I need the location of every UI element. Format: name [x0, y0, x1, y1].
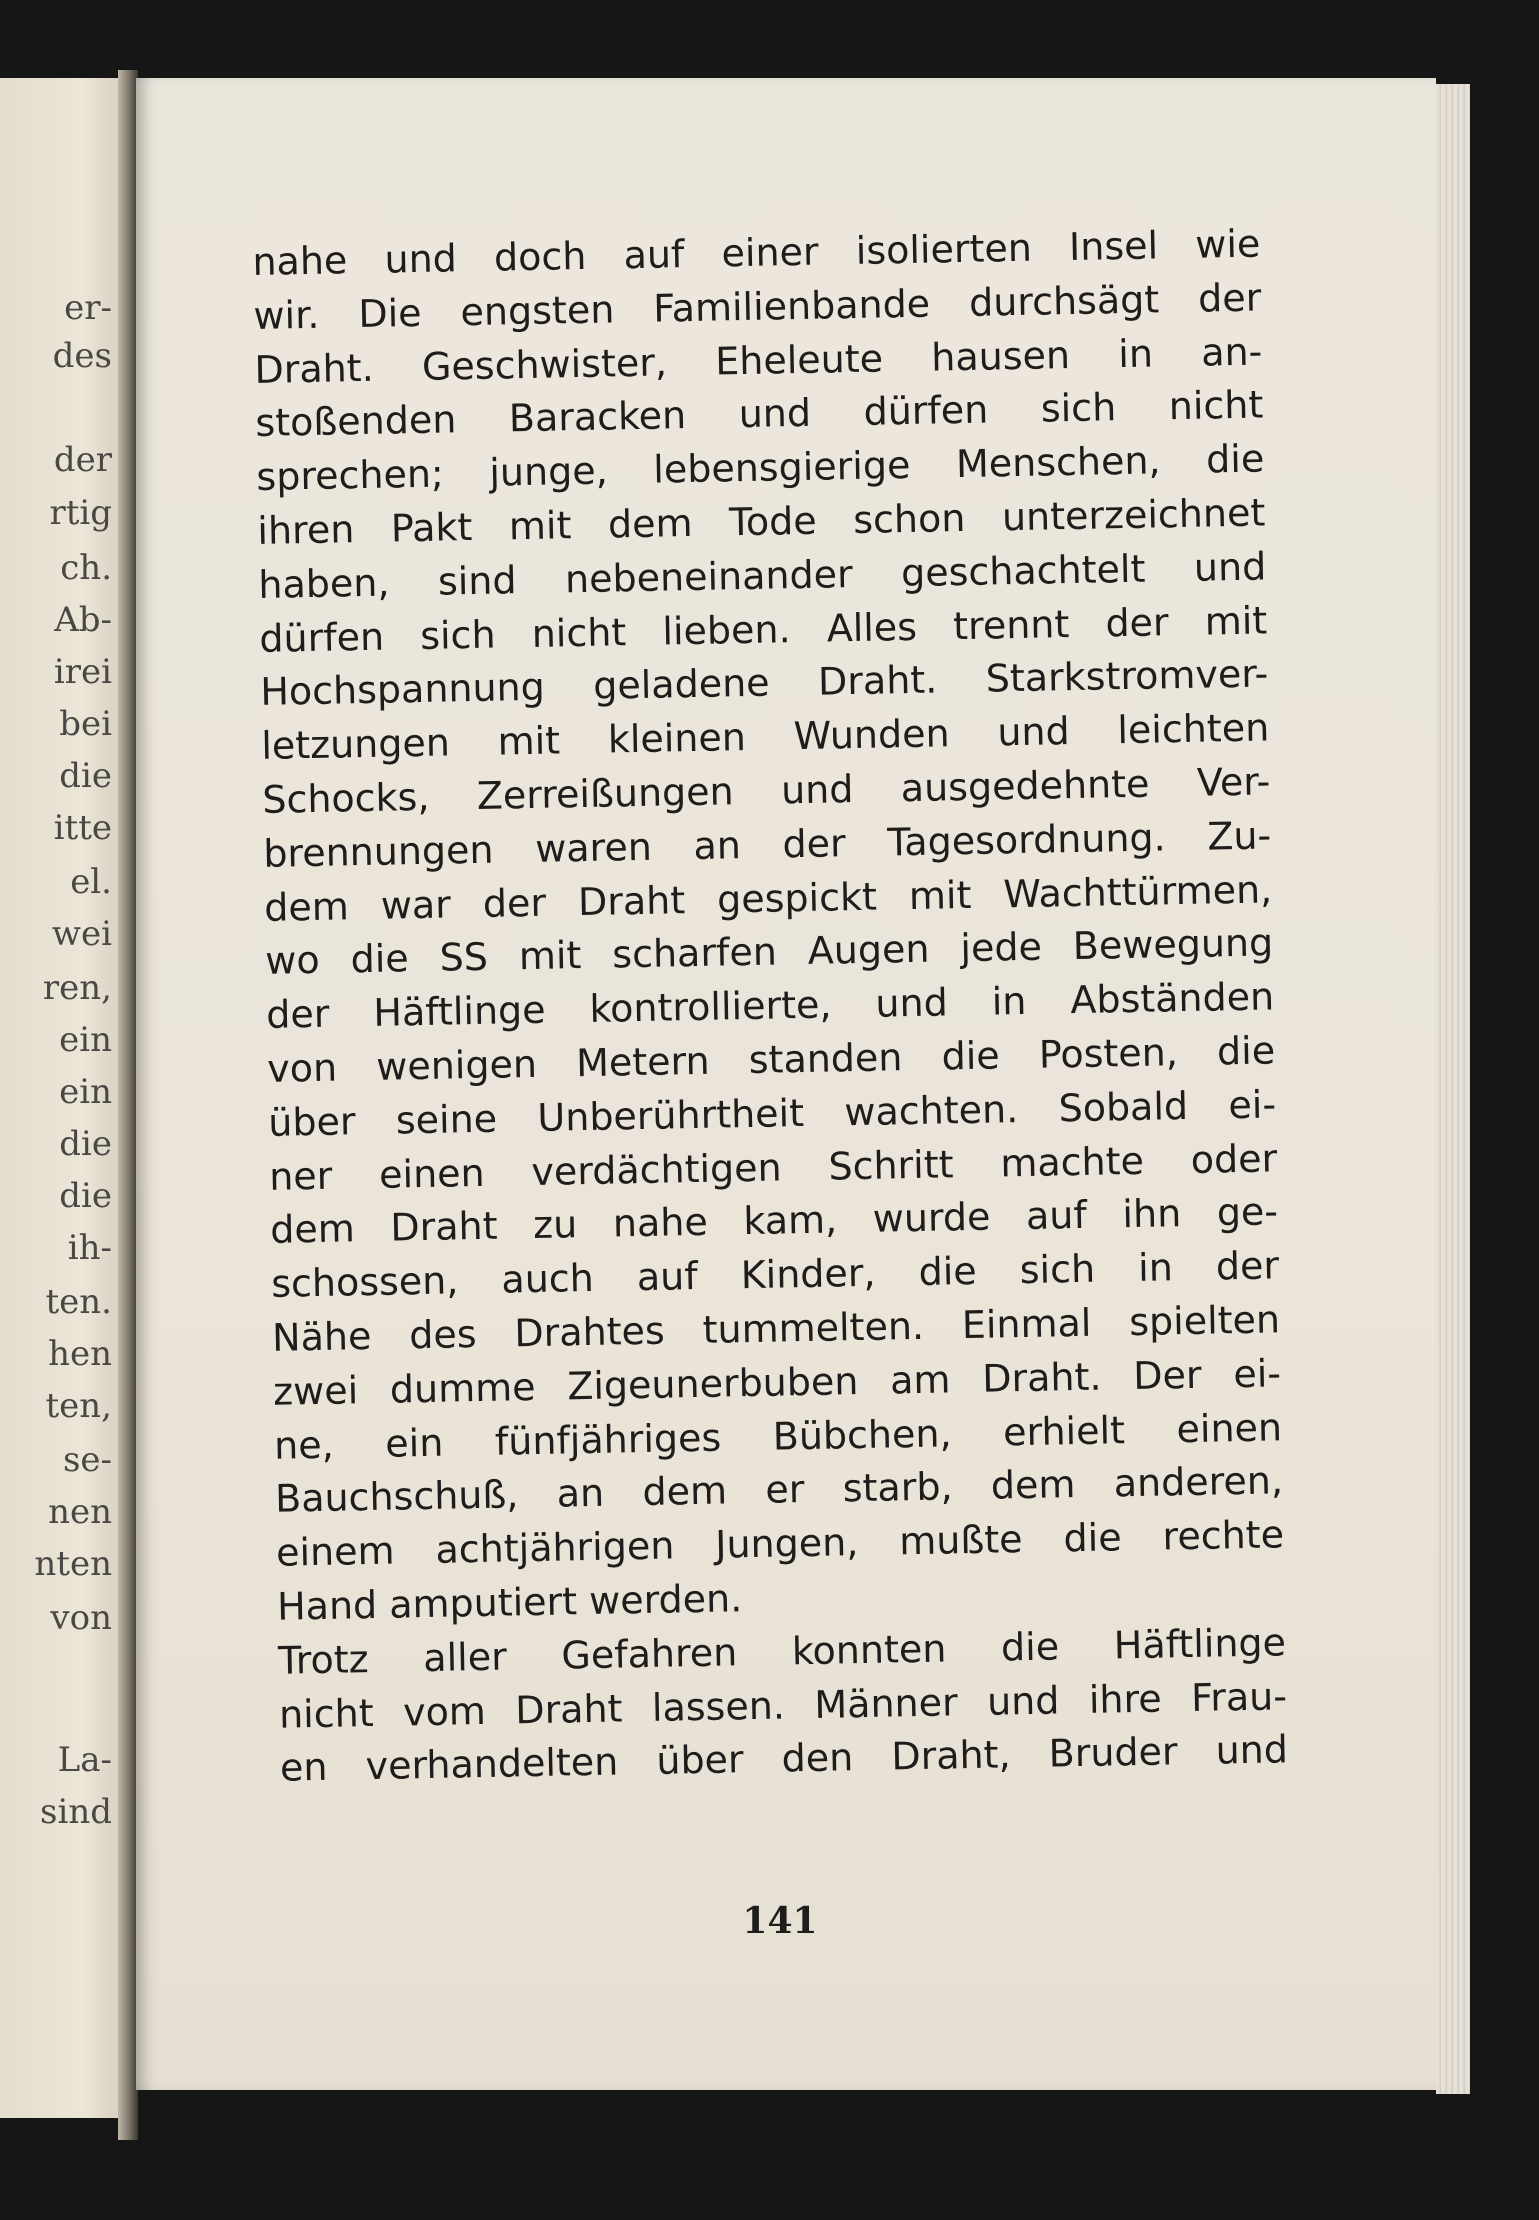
left-page-fragment: el.	[70, 862, 112, 902]
text-line: nicht vom Draht lassen. Männer und ihre Frau-	[278, 1673, 1288, 1737]
text-line: stoßenden Baracken und dürfen sich nicht	[255, 382, 1264, 446]
text-line: Hochspannung geladene Draht. Starkstromver-	[259, 651, 1269, 715]
left-page-fragment: nten	[34, 1544, 112, 1584]
left-page-fragment: der	[53, 440, 112, 480]
body-text	[252, 218, 1288, 1796]
text-line: sprechen; junge, lebensgierige Menschen, die	[256, 436, 1265, 500]
left-page-fragment: die	[59, 756, 112, 796]
left-page-fragment: nen	[48, 1492, 112, 1532]
text-line: Nähe des Drahtes tummelten. Einmal spielten	[271, 1297, 1281, 1360]
left-page-fragment: ten,	[45, 1386, 112, 1426]
left-page-fragment: des	[52, 336, 112, 376]
text-line: von wenigen Metern standen die Posten, die	[266, 1028, 1276, 1091]
left-page-fragment: itte	[53, 808, 112, 848]
text-line: Trotz aller Gefahren konnten die Häftlinge	[277, 1620, 1287, 1683]
left-page-fragment: bei	[59, 704, 112, 744]
left-page-fragment: ch.	[60, 548, 112, 588]
text-line: ihren Pakt mit dem Tode schon unterzeichnet	[257, 490, 1266, 553]
text-line: dürfen sich nicht lieben. Alles trennt der mit	[258, 598, 1268, 661]
left-page-fragment: irei	[53, 652, 112, 692]
left-page-fragment: ein	[59, 1020, 112, 1060]
left-page-fragment: von	[50, 1598, 112, 1638]
book-gutter	[118, 70, 138, 2140]
text-line: zwei dumme Zigeunerbuben am Draht. Der ei-	[272, 1351, 1282, 1414]
text-line: nahe und doch auf einer isolierten Insel wie	[252, 221, 1261, 284]
text-line-paragraph-end: Hand amputiert werden.	[276, 1576, 743, 1629]
text-line: dem war der Draht gespickt mit Wachttürmen,	[263, 866, 1273, 930]
text-line: einem achtjährigen Jungen, mußte die rechte	[275, 1512, 1285, 1575]
text-line: haben, sind nebeneinander geschachtelt und	[257, 544, 1267, 607]
left-page-fragment: se-	[62, 1440, 112, 1480]
left-page-fragment: Ab-	[54, 600, 112, 640]
text-line: schossen, auch auf Kinder, die sich in der	[270, 1243, 1280, 1306]
page-edges	[1436, 84, 1470, 2094]
left-page-fragment: sind	[40, 1792, 112, 1832]
left-page-fragment: ren,	[42, 968, 112, 1008]
left-facing-page	[0, 78, 118, 2118]
left-page-fragment: die	[59, 1124, 112, 1164]
left-page-fragment: ein	[59, 1072, 112, 1112]
text-line: ner einen verdächtigen Schritt machte oder	[268, 1135, 1278, 1199]
text-line: über seine Unberührtheit wachten. Sobald ei-	[267, 1082, 1277, 1145]
text-line: dem Draht zu nahe kam, wurde auf ihn ge-	[269, 1189, 1279, 1253]
left-page-fragment: ih-	[67, 1228, 112, 1268]
text-line: wir. Die engsten Familienbande durchsägt der	[253, 275, 1262, 338]
left-page-fragment: wei	[51, 914, 112, 954]
left-page-fragment: die	[59, 1176, 112, 1216]
text-line: der Häftlinge kontrollierte, und in Abständen	[265, 974, 1275, 1038]
left-page-fragment: ten.	[45, 1282, 112, 1322]
left-page-fragment: er-	[64, 288, 112, 328]
text-line: en verhandelten über den Draht, Bruder und	[279, 1727, 1289, 1791]
text-line: Bauchschuß, an dem er starb, dem anderen,	[274, 1458, 1284, 1522]
text-line: brennungen waren an der Tagesordnung. Zu-	[262, 813, 1272, 876]
text-line: wo die SS mit scharfen Augen jede Bewegung	[264, 920, 1274, 984]
page-number: 141	[742, 1900, 818, 1942]
text-line: Schocks, Zerreißungen und ausgedehnte Ver-	[261, 759, 1271, 822]
left-page-fragment: rtig	[49, 493, 112, 533]
left-page-fragment: La-	[57, 1740, 112, 1780]
left-page-fragment: hen	[48, 1334, 112, 1374]
text-line: Draht. Geschwister, Eheleute hausen in an-	[254, 329, 1263, 392]
text-line: letzungen mit kleinen Wunden und leichten	[260, 705, 1270, 769]
text-line: ne, ein fünfjähriges Bübchen, erhielt einen	[273, 1404, 1283, 1468]
